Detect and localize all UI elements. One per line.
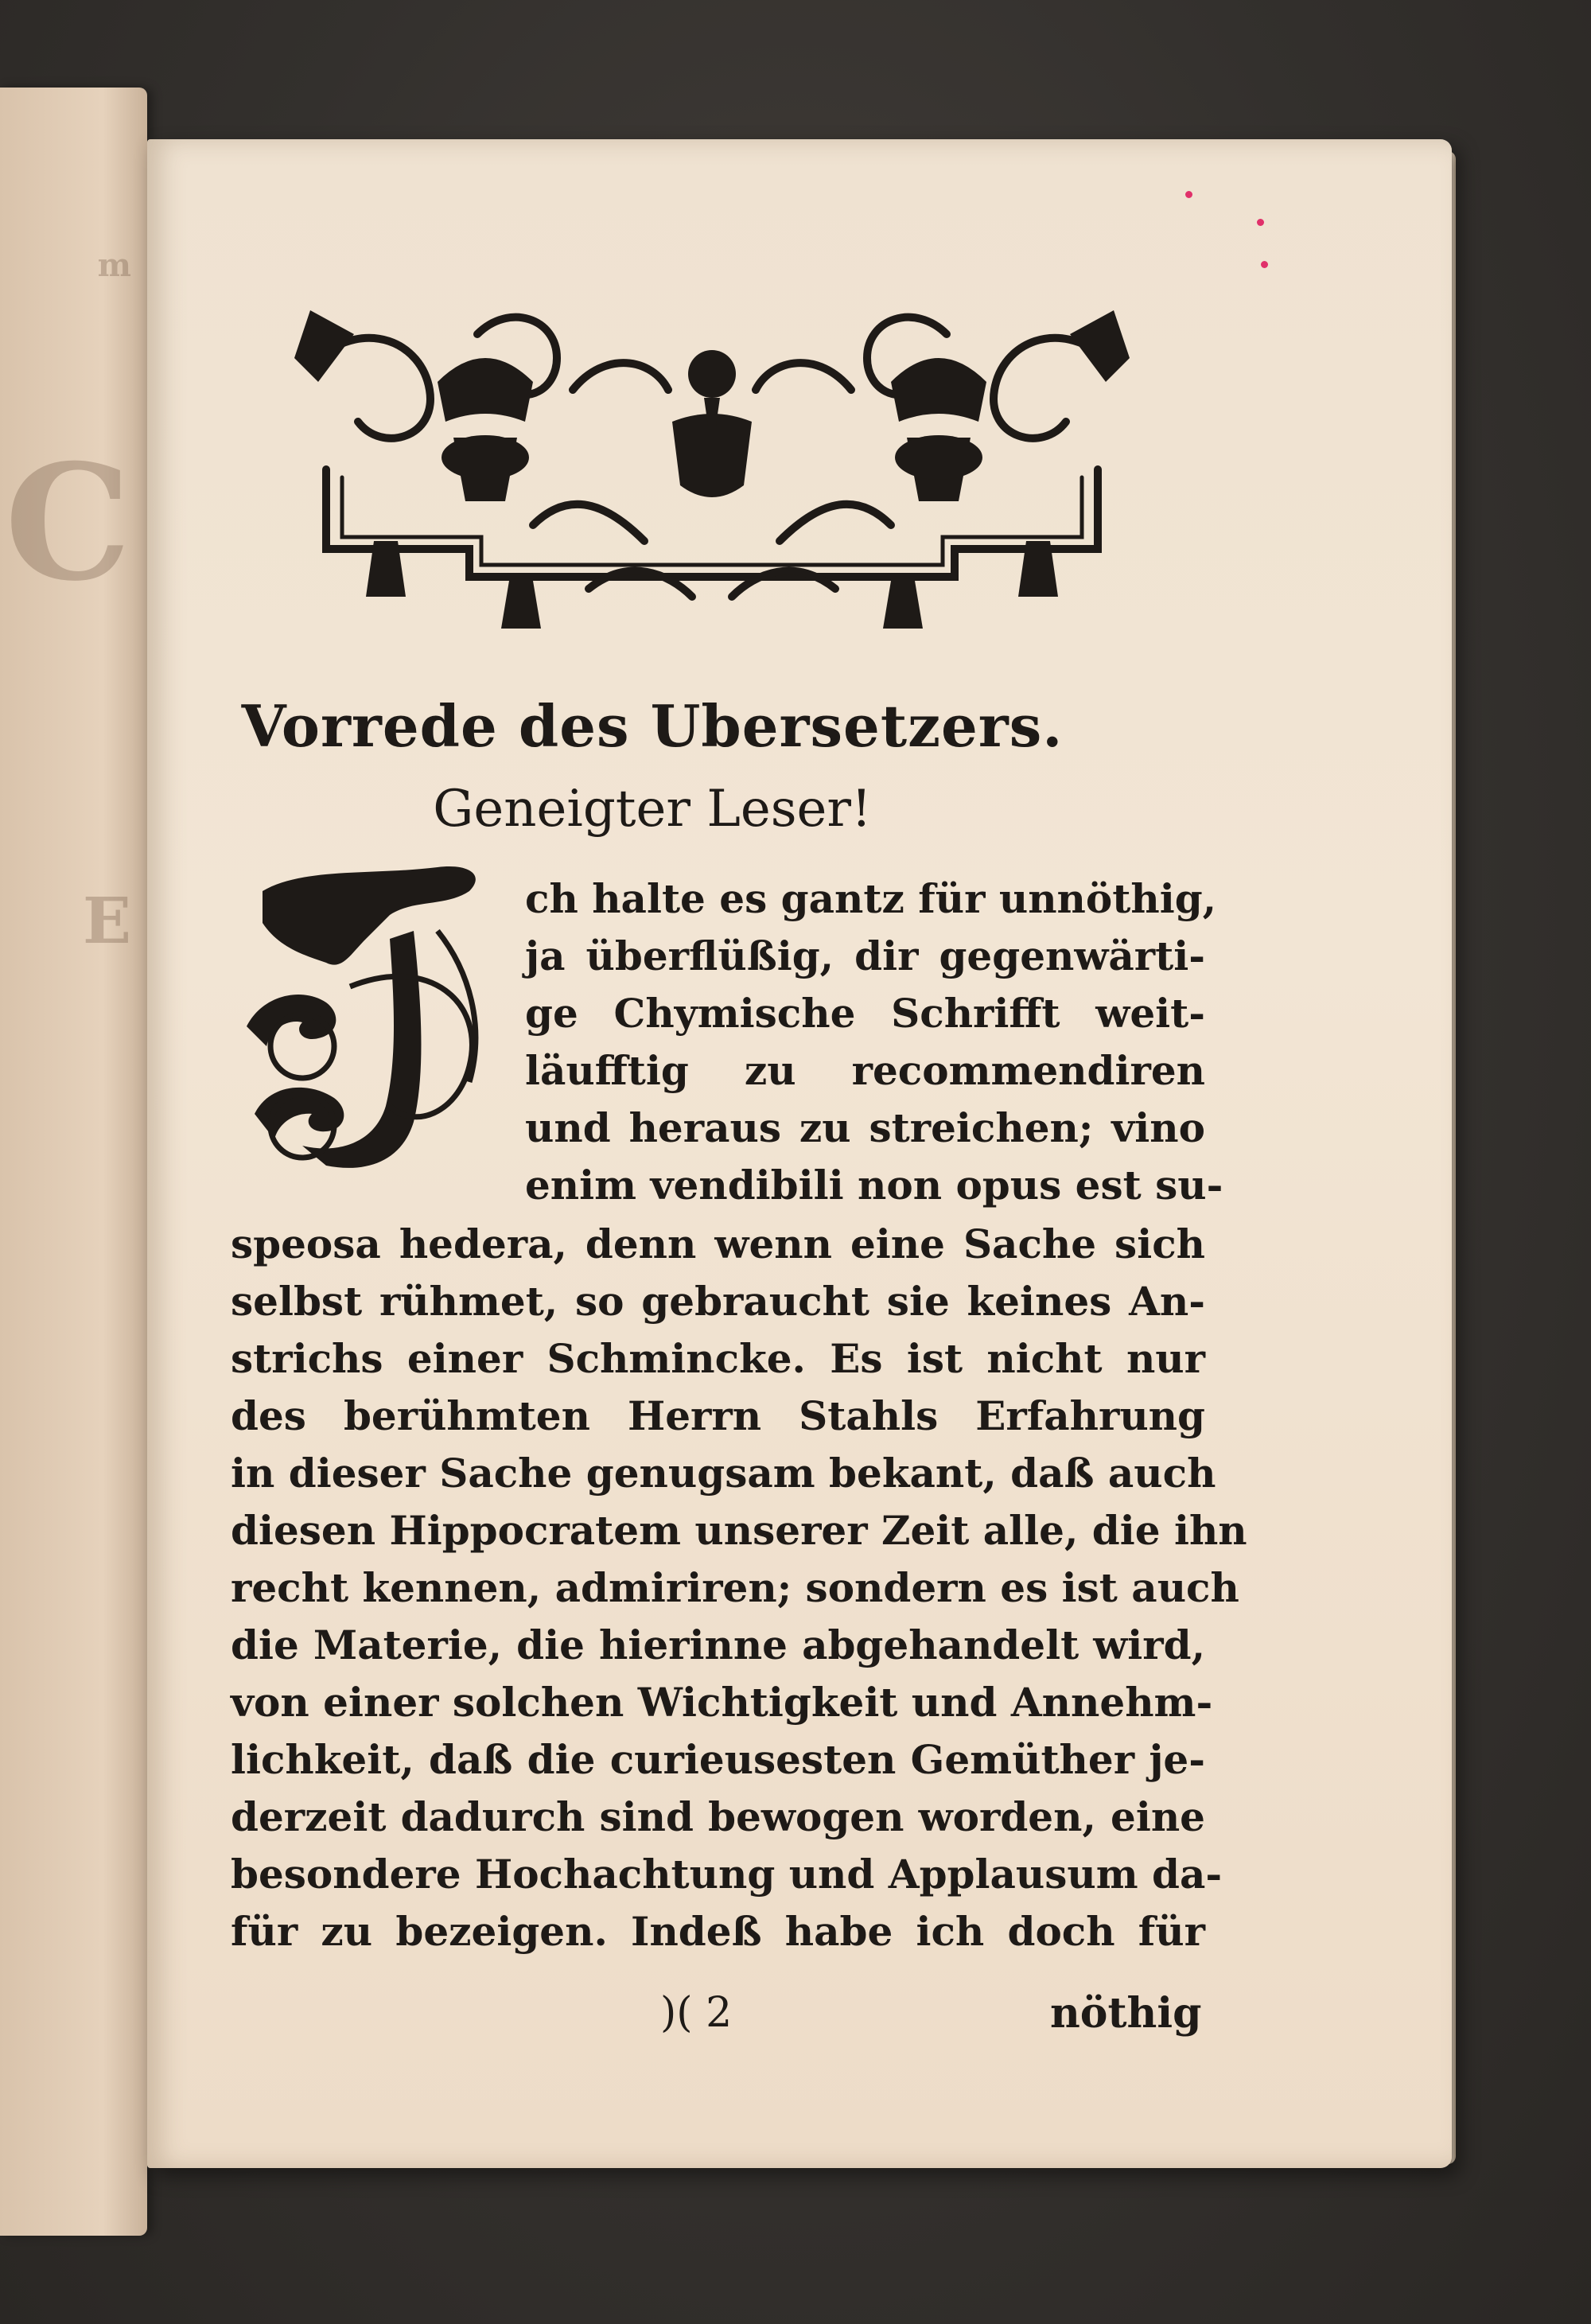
- text-line: ch halte es gantz für unnöthig,: [525, 875, 1217, 922]
- page-title: Vorrede des Ubersetzers.: [241, 692, 1064, 760]
- library-stamp-dot: [1257, 219, 1264, 226]
- text-line: lichkeit, daß die curieusesten Gemüther je-: [231, 1736, 1205, 1783]
- text-line: ja überflüßig, dir gegenwärti-: [525, 932, 1205, 979]
- signature-mark: )( 2: [660, 1989, 733, 2037]
- text-line: besondere Hochachtung und Applausum da-: [231, 1851, 1223, 1898]
- text-line: und heraus zu streichen; vino: [525, 1104, 1205, 1151]
- text-line: enim vendibili non opus est su-: [525, 1162, 1223, 1209]
- library-stamp-dot: [1185, 191, 1192, 198]
- catchword: nöthig: [1050, 1989, 1202, 2038]
- woodcut-headpiece-icon: [270, 286, 1153, 636]
- text-line: selbst rühmet, so gebraucht sie keines An-: [231, 1278, 1205, 1325]
- text-line: in dieser Sache genugsam bekant, daß auch: [231, 1450, 1216, 1497]
- left-page-edge: m C E: [0, 88, 147, 2236]
- text-line: diesen Hippocratem unserer Zeit alle, die ihn: [231, 1507, 1247, 1554]
- text-line: derzeit dadurch sind bewogen worden, eine: [231, 1793, 1205, 1840]
- decorated-initial-icon: [231, 843, 501, 1178]
- text-line: von einer solchen Wichtigkeit und Annehm-: [231, 1679, 1213, 1726]
- text-line: ge Chymische Schrifft weit-: [525, 990, 1205, 1037]
- library-stamp-dot: [1261, 261, 1268, 268]
- page-subtitle: Geneigter Leser!: [433, 780, 872, 839]
- text-line: läufftig zu recommendiren: [525, 1047, 1205, 1094]
- text-line: speosa hedera, denn wenn eine Sache sich: [231, 1220, 1205, 1267]
- text-line: für zu bezeigen. Indeß habe ich doch für: [231, 1908, 1205, 1955]
- text-line: strichs einer Schmincke. Es ist nicht nur: [231, 1335, 1205, 1382]
- text-line: des berühmten Herrn Stahls Erfahrung: [231, 1392, 1205, 1439]
- text-line: die Materie, die hierinne abgehandelt wird,: [231, 1621, 1205, 1668]
- text-line: recht kennen, admiriren; sondern es ist auch: [231, 1564, 1239, 1611]
